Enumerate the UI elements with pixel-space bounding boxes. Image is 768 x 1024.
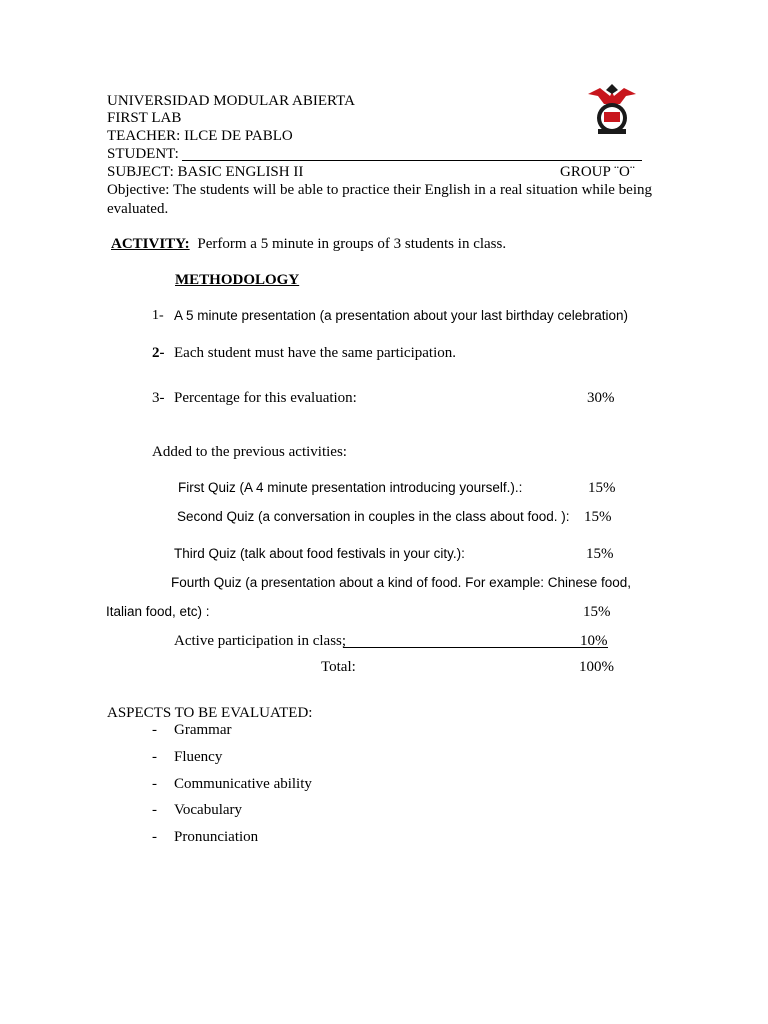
participation-underline xyxy=(343,647,608,648)
aspect-item-fluency: Fluency xyxy=(174,749,223,765)
aspect-item-pronunciation: Pronunciation xyxy=(174,829,259,845)
previous-activities-intro: Added to the previous activities: xyxy=(152,444,347,460)
method-item-1-number: 1- xyxy=(152,308,164,323)
participation-text: Active participation in class; xyxy=(174,633,347,649)
aspect-bullet: - xyxy=(152,722,157,738)
quiz-4-line-1: Fourth Quiz (a presentation about a kind of food. For example: Chinese food, xyxy=(171,575,632,590)
method-item-3-value: 30% xyxy=(587,390,615,406)
participation-value: 10% xyxy=(580,633,608,649)
method-item-2-number: 2- xyxy=(152,345,165,361)
group-label: GROUP ¨O¨ xyxy=(560,164,635,180)
quiz-1-row xyxy=(178,479,522,497)
aspect-item-communicative-ability: Communicative ability xyxy=(174,776,312,792)
objective-line-1: Objective: The students will be able to practice their English in a real situation while being xyxy=(107,182,652,198)
lab-title: FIRST LAB xyxy=(107,110,182,126)
aspect-bullet: - xyxy=(152,776,157,792)
subject-line: SUBJECT: BASIC ENGLISH II xyxy=(107,164,304,180)
quiz-2-row xyxy=(177,508,569,526)
teacher-line: TEACHER: ILCE DE PABLO xyxy=(107,128,293,144)
quiz-2-text: Second Quiz (a conversation in couples in the class about food. ): xyxy=(177,509,570,524)
aspect-bullet: - xyxy=(152,749,157,765)
activity-text: Perform a 5 minute in groups of 3 students in class. xyxy=(197,236,507,252)
activity-row xyxy=(107,235,506,253)
quiz-3-row xyxy=(174,545,465,563)
aspect-bullet: - xyxy=(152,829,157,845)
student-name-blank xyxy=(182,160,642,161)
method-item-3-number: 3- xyxy=(152,390,165,406)
total-value: 100% xyxy=(579,659,614,675)
quiz-1-text: First Quiz (A 4 minute presentation introducing yourself.).: xyxy=(178,480,523,495)
quiz-3-text: Third Quiz (talk about food festivals in your city.): xyxy=(174,546,465,561)
total-label: Total: xyxy=(321,659,356,675)
activity-label: ACTIVITY: xyxy=(111,236,190,252)
method-item-3-text: Percentage for this evaluation: xyxy=(174,390,357,406)
aspect-item-vocabulary: Vocabulary xyxy=(174,802,243,818)
quiz-1-value: 15% xyxy=(588,480,616,496)
student-label: STUDENT: xyxy=(107,146,179,162)
aspect-bullet: - xyxy=(152,802,157,818)
university-crest-logo xyxy=(586,82,638,138)
institution-name: UNIVERSIDAD MODULAR ABIERTA xyxy=(107,93,355,109)
method-item-1-text: A 5 minute presentation (a presentation about your last birthday celebration) xyxy=(174,308,629,323)
methodology-title: METHODOLOGY xyxy=(175,272,300,288)
quiz-3-value: 15% xyxy=(586,546,614,562)
objective-line-2: evaluated. xyxy=(107,201,169,217)
quiz-4-value: 15% xyxy=(583,604,611,620)
aspect-item-grammar: Grammar xyxy=(174,722,232,738)
aspects-title: ASPECTS TO BE EVALUATED: xyxy=(107,705,313,721)
quiz-2-value: 15% xyxy=(584,509,612,525)
method-item-2-text: Each student must have the same participation. xyxy=(174,345,456,361)
quiz-4-line-2: Italian food, etc) : xyxy=(106,604,210,619)
